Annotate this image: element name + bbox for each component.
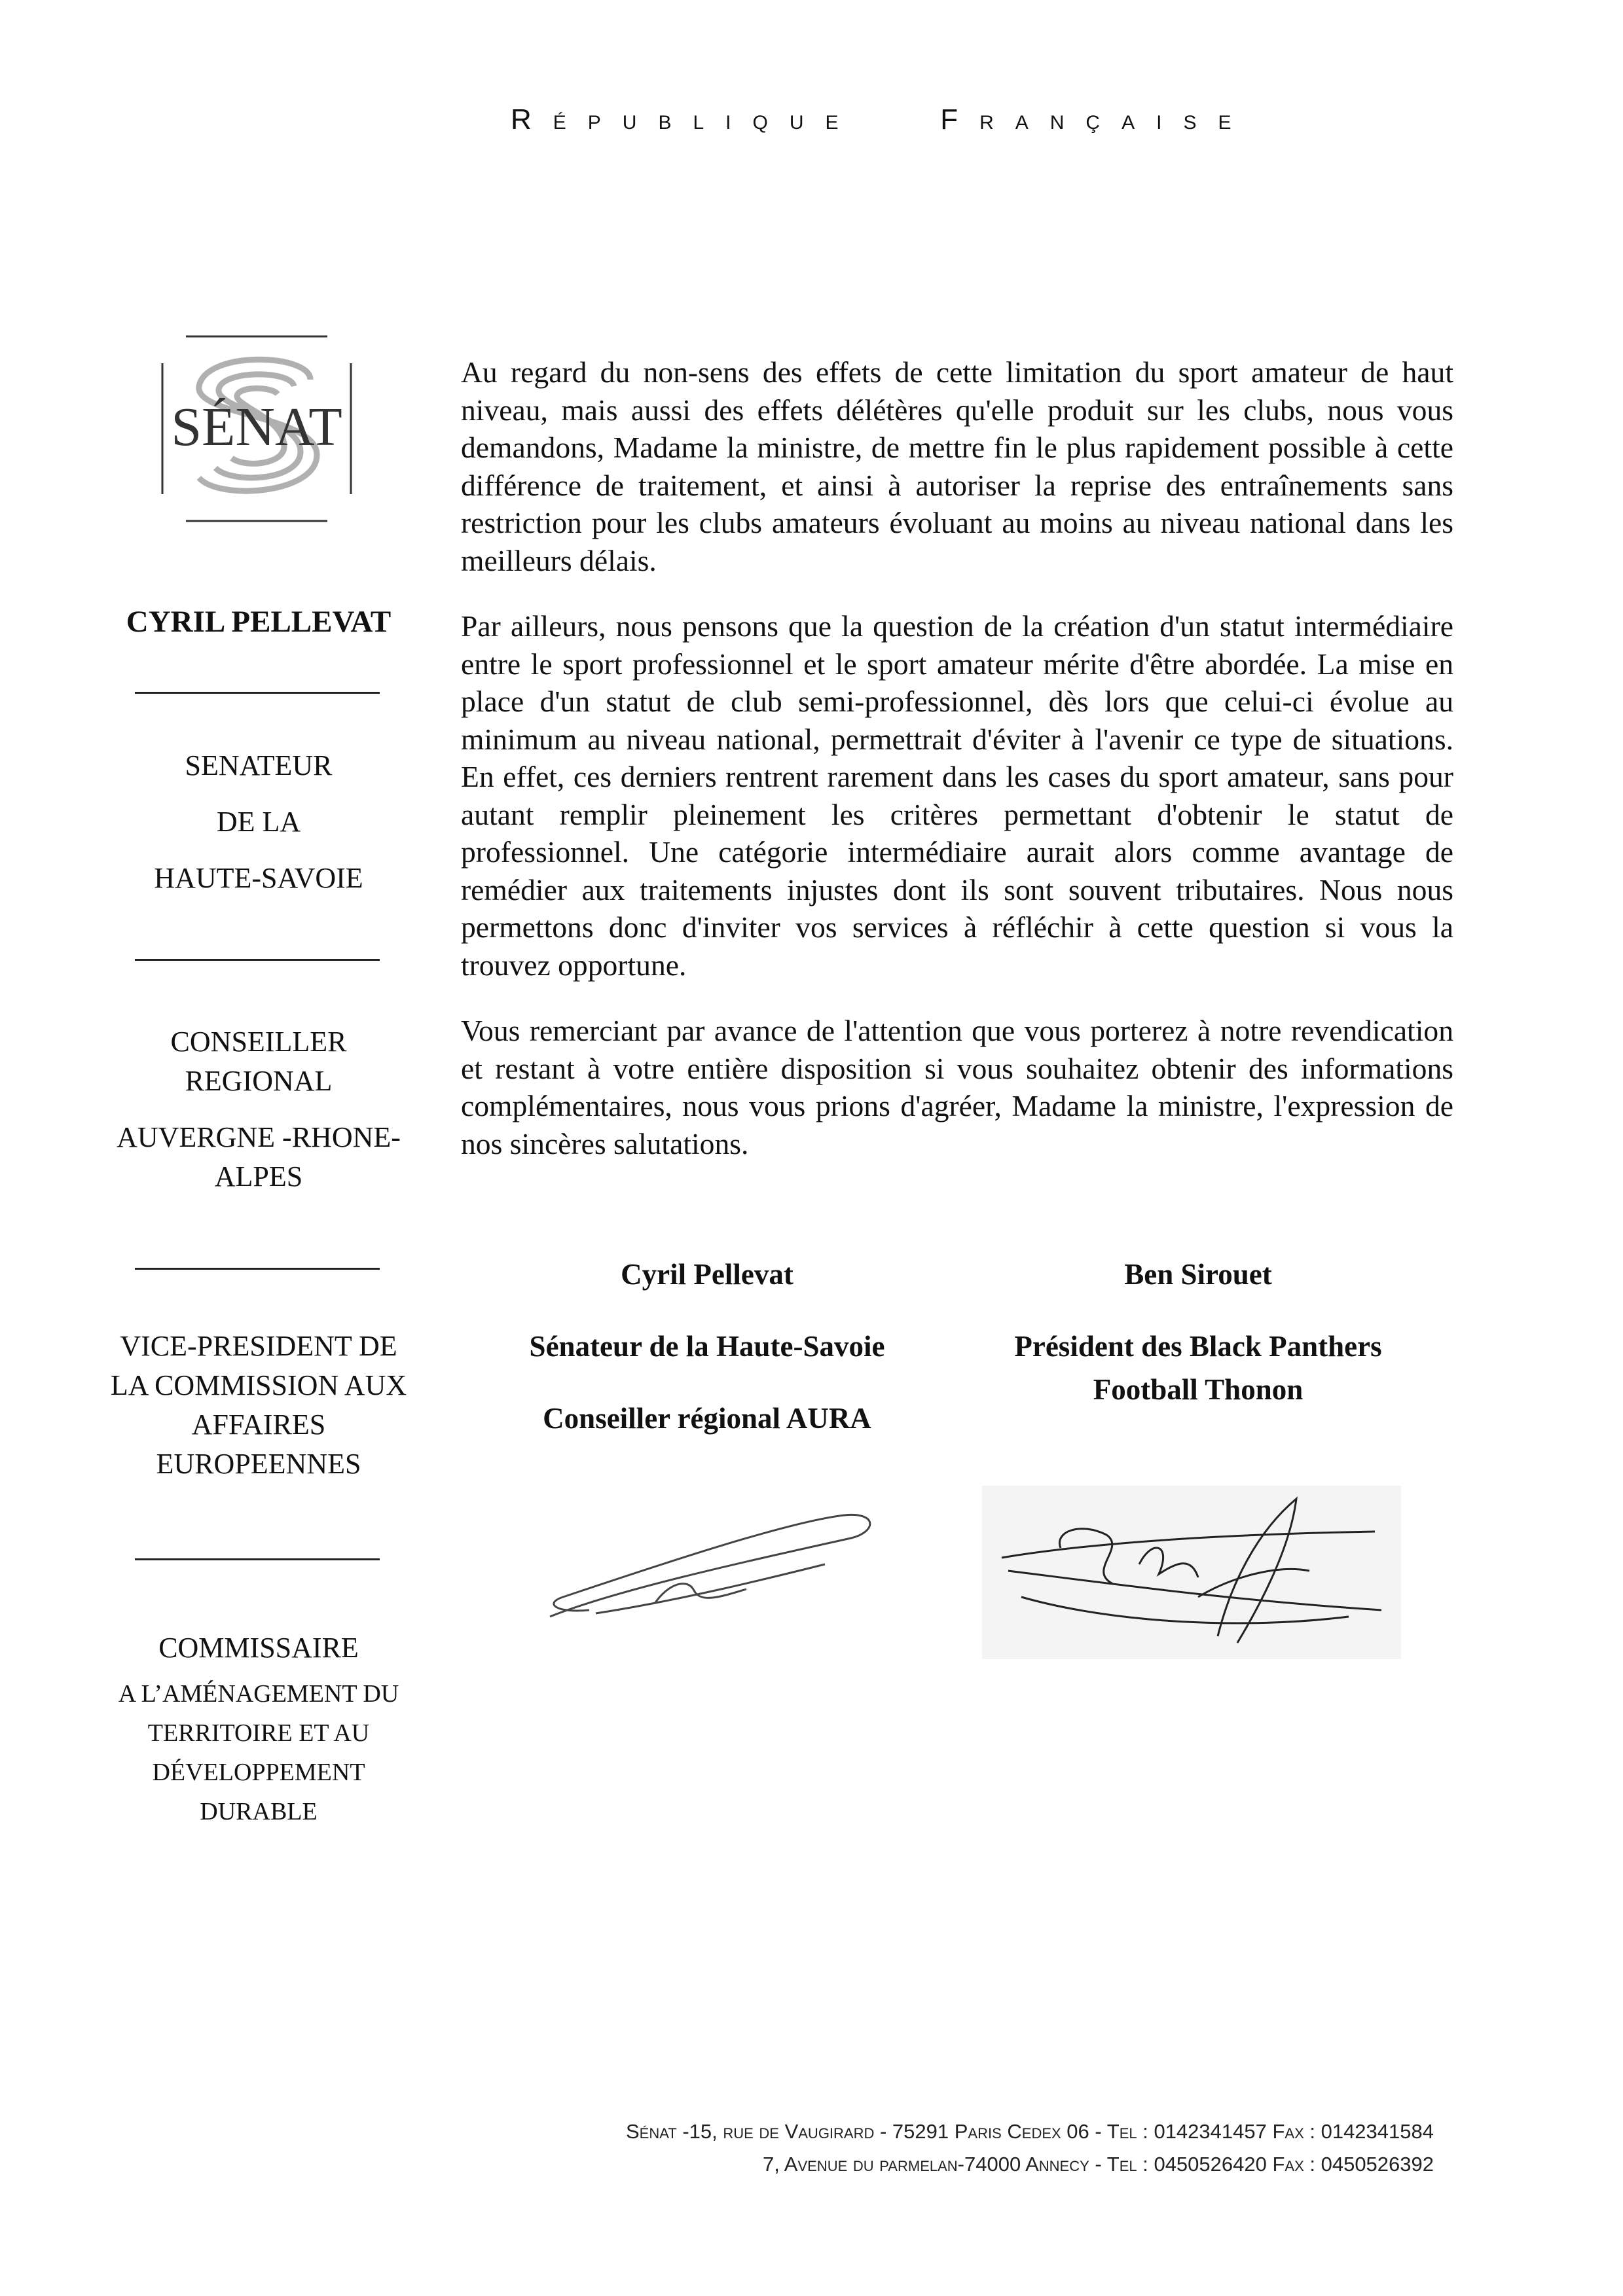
- signature-left-block: [471, 1253, 943, 1440]
- sidebar-name: CYRIL PELLEVAT: [126, 605, 392, 639]
- sidebar-role-4-line: A L’AMÉNAGEMENT DU: [118, 1680, 399, 1708]
- header-republique-initial: R: [511, 103, 553, 135]
- sidebar-divider: [135, 692, 380, 694]
- footer-address-senat: [367, 2115, 1434, 2148]
- footer-line-1: Sénat -15, rue de Vaugirard - 75291 Paris Cedex 06 - Tel : 0142341457 Fax : 0142341584: [625, 2120, 1434, 2143]
- signature-right-icon: [982, 1486, 1401, 1659]
- sidebar-role-2-line: AUVERGNE -RHONE-: [117, 1121, 401, 1153]
- sidebar-role-4-line: COMMISSAIRE: [158, 1632, 359, 1664]
- signatory-title: Conseiller régional AURA: [543, 1402, 871, 1435]
- signatory-name: Ben Sirouet: [1124, 1258, 1272, 1291]
- body-paragraph-1: Au regard du non-sens des effets de cette limitation du sport amateur de haut niveau, mais aussi des effets délétères qu'elle produit sur les clubs, nous vous demandons, Madame la ministre, de mettre fin le plus rapidement possible à cette différence de traitement, et ainsi à autoriser la reprise des entraînements sans restriction pour les clubs amateurs évoluant au moins au niveau national dans les meilleurs délais.: [461, 355, 1453, 577]
- signatory-name: Cyril Pellevat: [621, 1258, 793, 1291]
- sidebar-role-4-line: DÉVELOPPEMENT DURABLE: [152, 1759, 365, 1825]
- sidebar-role-2-line: CONSEILLER: [170, 1026, 347, 1058]
- body-paragraph-3: Vous remerciant par avance de l'attention que vous porterez à notre revendication et restant à votre entière disposition si vous souhaitez obtenir des informations complémentaires, nous vous prions d'agréer, Madame la ministre, l'expression de nos sincères salutations.: [461, 1014, 1453, 1160]
- header-francaise-rest: RANÇAISE: [979, 112, 1253, 134]
- logo-text: SÉNAT: [171, 397, 342, 457]
- sidebar-divider: [135, 1558, 380, 1560]
- footer-line-2: 7, Avenue du parmelan-74000 Annecy - Tel : 0450526420 Fax : 0450526392: [763, 2153, 1434, 2176]
- sidebar-role-2: [92, 1022, 426, 1196]
- footer-address-annecy: [367, 2148, 1434, 2181]
- document-header: [511, 103, 1460, 136]
- signatory-title: Football Thonon: [1093, 1373, 1304, 1406]
- sidebar-divider: [135, 959, 380, 961]
- sidebar-role-4-line: TERRITOIRE ET AU: [147, 1719, 370, 1747]
- sidebar-role-3: [92, 1327, 426, 1484]
- body-paragraph-2: Par ailleurs, nous pensons que la question de la création d'un statut intermédiaire entre le sport professionnel et le sport amateur mérite d'être abordée. La mise en place d'un statut de club semi-professionnel, dès lors que celui-ci évolue au minimum au niveau national, permettrait d'éviter à l'avenir ce type de situations. En effet, ces derniers rentrent rarement dans les cases du sport amateur, sans pour autant remplir pleinement les critères permettant d'obtenir le statut de professionnel. Une catégorie intermédiaire aurait alors comme avantage de remédier aux traitements injustes dont ils sont souvent tributaires. Nous nous permettons donc d'inviter vos services à réfléchir à cette question si vous la trouvez opportune.: [461, 609, 1453, 982]
- signatory-title: Sénateur de la Haute-Savoie: [529, 1330, 885, 1363]
- sidebar-role-3-line: VICE-PRESIDENT DE: [120, 1330, 397, 1362]
- signature-left-icon: [537, 1505, 877, 1633]
- header-republique-rest: ÉPUBLIQUE: [553, 112, 860, 134]
- signature-right-block: [962, 1253, 1434, 1411]
- sidebar-role-4: [92, 1628, 426, 1831]
- sidebar-role-2-line: REGIONAL: [185, 1065, 333, 1097]
- sidebar-divider: [135, 1268, 380, 1270]
- sidebar-role-2-line: ALPES: [214, 1160, 303, 1193]
- sidebar-role-3-line: EUROPEENNES: [156, 1448, 361, 1480]
- sidebar-role-1-line: DE LA: [216, 806, 301, 838]
- senat-logo-icon: [160, 334, 354, 524]
- sidebar-role-3-line: AFFAIRES: [191, 1408, 326, 1441]
- signatory-title: Président des Black Panthers: [1014, 1330, 1382, 1363]
- sidebar-role-1-line: HAUTE-SAVOIE: [154, 862, 363, 894]
- sidebar-role-1: [92, 746, 426, 898]
- sidebar-role-3-line: LA COMMISSION AUX: [110, 1369, 407, 1401]
- sidebar-role-1-line: SENATEUR: [185, 749, 333, 781]
- header-francaise-initial: F: [940, 103, 980, 135]
